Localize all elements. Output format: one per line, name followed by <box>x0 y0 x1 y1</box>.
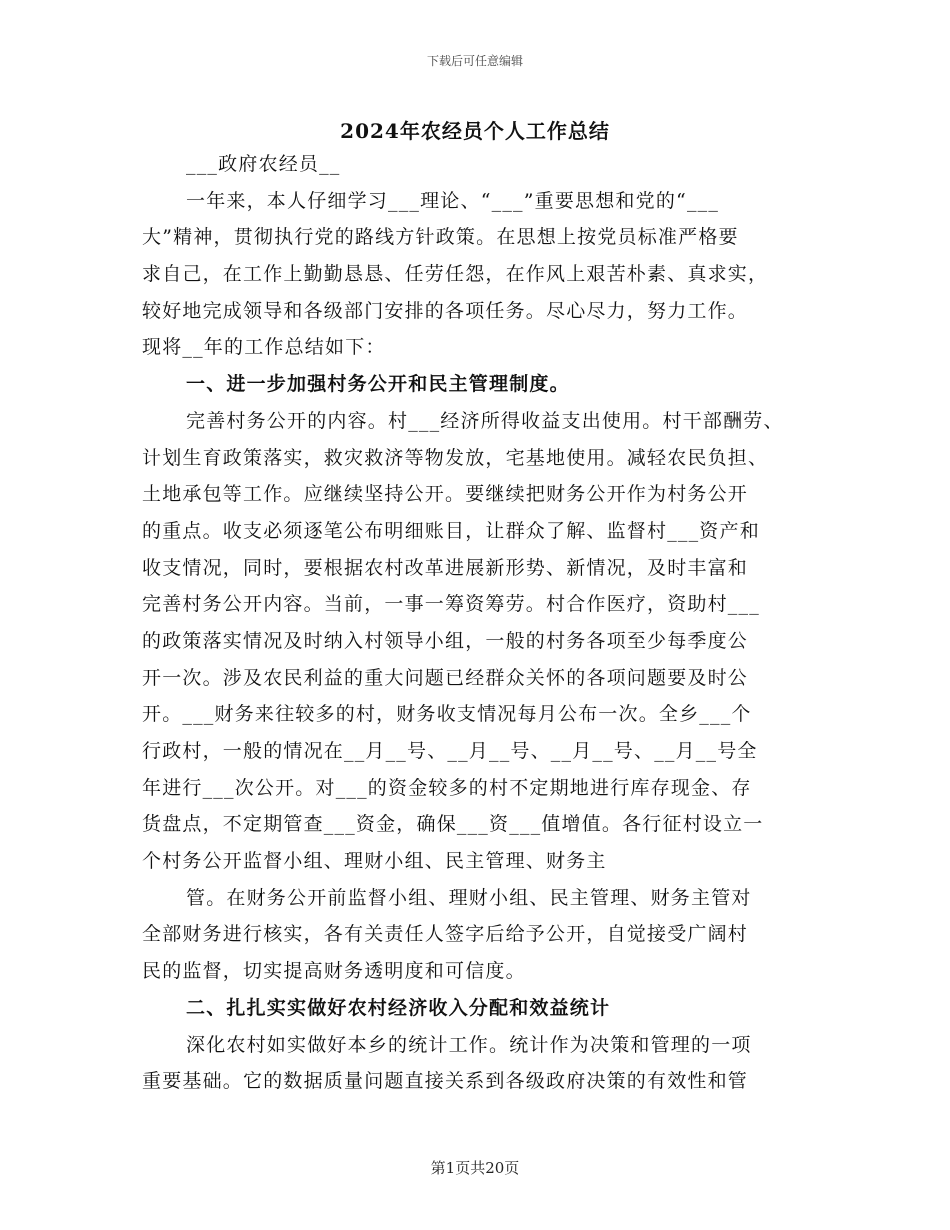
paragraph-line: 行政村，一般的情况在__月__号、__月__号、__月__号、__月__号全 <box>142 740 758 762</box>
paragraph-line: 全部财务进行核实，各有关责任人签字后给予公开，自觉接受广阔村 <box>142 923 749 946</box>
paragraph-line: 土地承包等工作。应继续坚持公开。要继续把财务公开作为村务公开 <box>142 483 749 506</box>
paragraph-line: 个村务公开监督小组、理财小组、民主管理、财务主 <box>142 850 607 873</box>
author-line: ___政府农经员__ <box>186 153 341 175</box>
paragraph-line: 深化农村如实做好本乡的统计工作。统计作为决策和管理的一项 <box>186 1033 752 1056</box>
paragraph-line: 完善村务公开内容。当前，一事一筹资筹劳。村合作医疗，资助村___ <box>142 593 760 616</box>
document-body <box>142 146 832 1100</box>
paragraph-line: 民的监督，切实提高财务透明度和可信度。 <box>142 960 526 983</box>
document-title: 2024年农经员个人工作总结 <box>340 119 610 143</box>
paragraph-line: 重要基础。它的数据质量问题直接关系到各级政府决策的有效性和管 <box>142 1070 749 1093</box>
paragraph-line: 货盘点，不定期管查___资金，确保___资___值增值。各行征村设立一 <box>142 813 764 836</box>
section-heading-1: 一、进一步加强村务公开和民主管理制度。 <box>186 373 570 396</box>
paragraph-line: 管。在财务公开前监督小组、理财小组、民主管理、财务主管对 <box>186 886 752 909</box>
paragraph-line: 收支情况，同时，要根据农村改革进展新形势、新情况，及时丰富和 <box>142 556 749 579</box>
paragraph-line: 计划生育政策落实，救灾救济等物发放，宅基地使用。减轻农民负担、 <box>142 446 769 469</box>
paragraph-line: 大”精神，贯彻执行党的路线方针政策。在思想上按党员标准严格要 <box>142 226 739 249</box>
paragraph-line: 年进行___次公开。对___的资金较多的村不定期地进行库存现金、存 <box>142 776 752 799</box>
paragraph-line: 的政策落实情况及时纳入村领导小组，一般的村务各项至少每季度公 <box>142 629 749 652</box>
paragraph-line: 求自己，在工作上勤勤恳恳、任劳任怨，在作风上艰苦朴素、真求实， <box>142 263 769 286</box>
paragraph-line: 的重点。收支必须逐笔公布明细账目，让群众了解、监督村___资产和 <box>142 519 760 542</box>
paragraph-line: 现将__年的工作总结如下： <box>142 336 386 359</box>
header-note: 下载后可任意编辑 <box>426 54 523 68</box>
paragraph-line: 开。___财务来往较多的村，财务收支情况每月公布一次。全乡___个 <box>142 703 752 726</box>
paragraph-line: 开一次。涉及农民利益的重大问题已经群众关怀的各项问题要及时公 <box>142 666 749 689</box>
paragraph-line: 一年来，本人仔细学习___理论、“___”重要思想和党的“___ <box>186 189 720 212</box>
page-number: 第1页共20页 <box>430 1159 520 1177</box>
section-heading-2: 二、扎扎实实做好农村经济收入分配和效益统计 <box>186 996 611 1019</box>
paragraph-line: 完善村务公开的内容。村___经济所得收益支出使用。村干部酬劳、 <box>186 409 784 432</box>
paragraph-line: 较好地完成领导和各级部门安排的各项任务。尽心尽力，努力工作。 <box>142 299 749 322</box>
